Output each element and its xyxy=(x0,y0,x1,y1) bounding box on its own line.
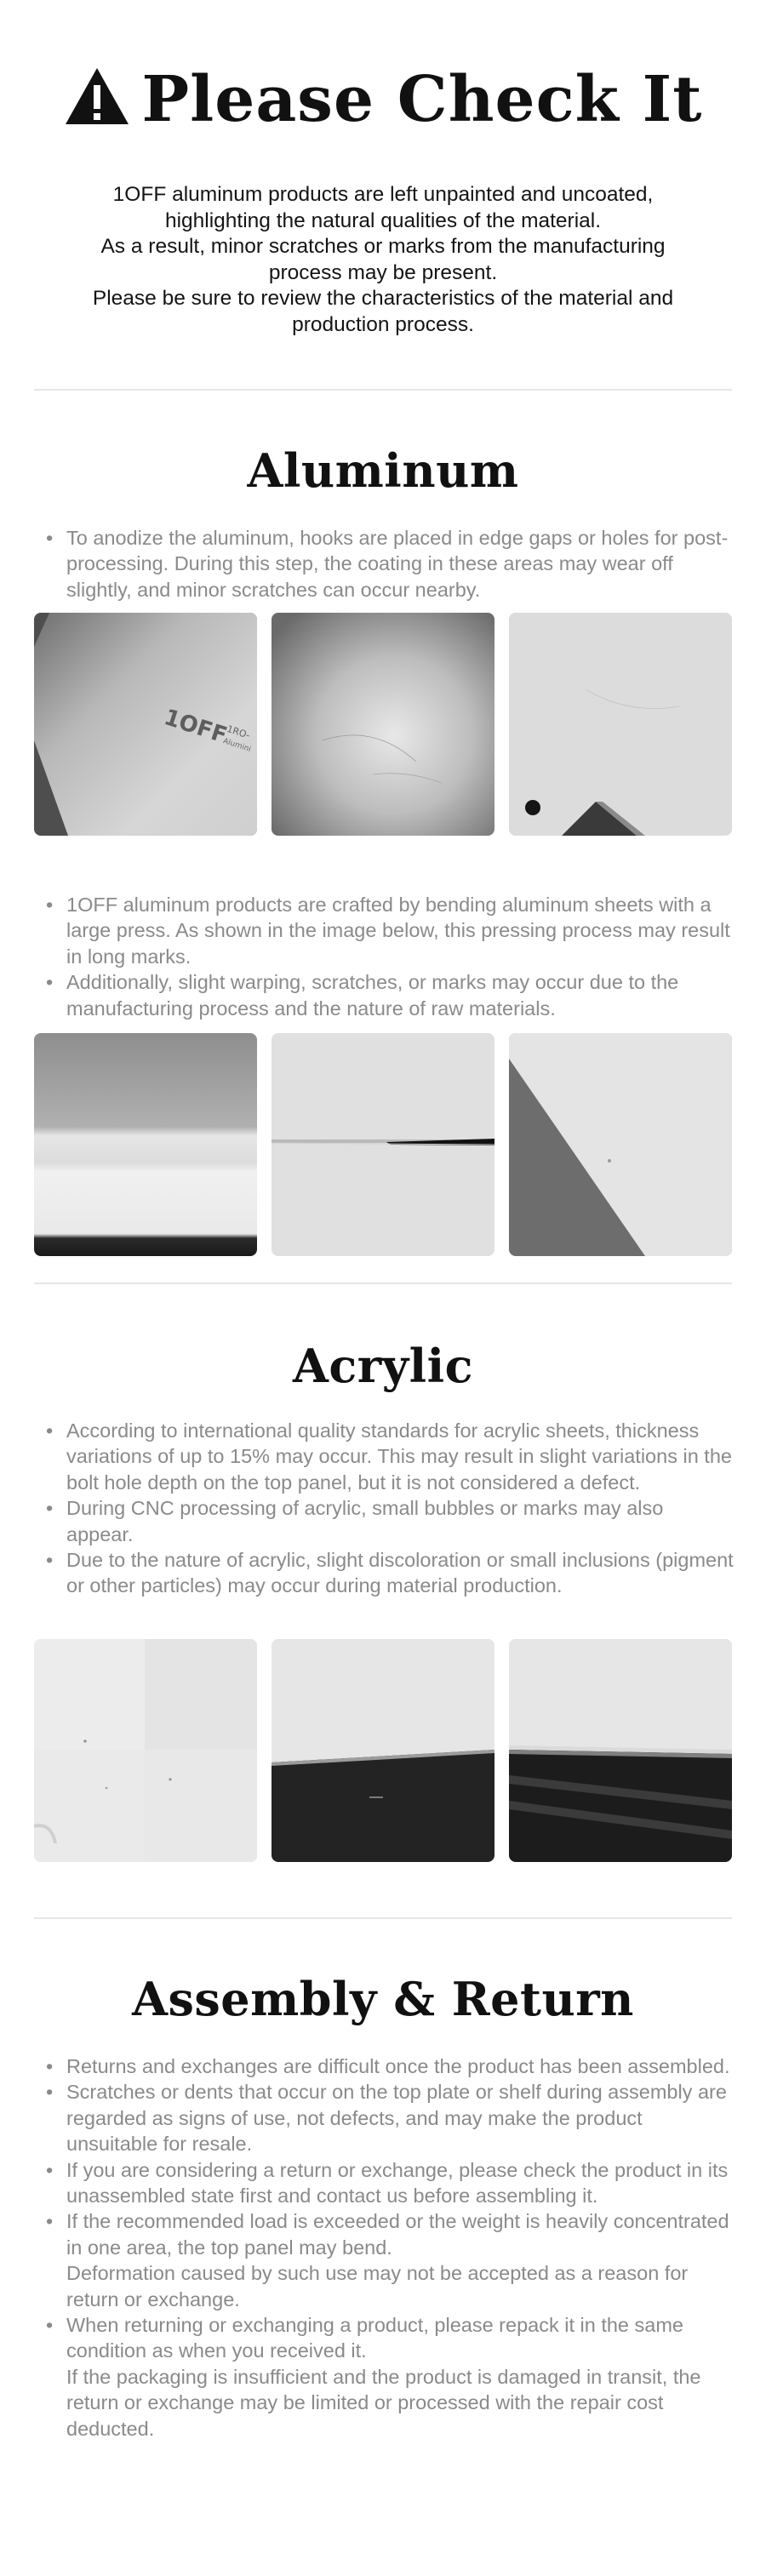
page-title xyxy=(0,63,766,136)
intro-line: As a result, minor scratches or marks from the manufacturing xyxy=(100,235,666,258)
intro-line: Please be sure to review the characteristics of the material and xyxy=(92,287,674,310)
list-item xyxy=(44,2157,735,2209)
aluminum-photo-row-2 xyxy=(34,1033,732,1256)
acrylic-photo-row xyxy=(34,1639,732,1862)
acrylic-edge-rail-photo xyxy=(509,1639,732,1862)
acrylic-inclusion-spots-photo xyxy=(34,1639,257,1862)
aluminum-notes-1 xyxy=(44,525,735,603)
list-item: • According to international quality standards for acrylic sheets, thickness variations of up to 15% may occur. This may result in slight variations in the bolt hole depth on the top panel, but it is not considered a defect. xyxy=(44,1418,735,1495)
engraved-material-text: Alumini xyxy=(221,737,252,755)
list-item: • 1OFF aluminum products are crafted by bending aluminum sheets with a large press. As shown in the image below, this pressing process may result in long marks. xyxy=(44,892,735,969)
section-divider xyxy=(34,389,732,391)
warning-triangle-icon xyxy=(64,66,130,126)
aluminum-section-title: Aluminum xyxy=(247,443,519,498)
intro-description xyxy=(68,182,698,338)
assembly-notes xyxy=(44,2053,735,2442)
list-item: • Due to the nature of acrylic, slight discoloration or small inclusions (pigment or other particles) may occur during material production. xyxy=(44,1547,735,1599)
list-item-text: If the recommended load is exceeded or the weight is heavily concentrated in one area, the top panel may bend. xyxy=(66,2210,729,2259)
engraved-model-text: 1RO- xyxy=(225,723,252,741)
acrylic-section-title: Acrylic xyxy=(292,1339,473,1393)
list-item xyxy=(44,2053,735,2079)
list-item xyxy=(44,2208,735,2312)
list-item: • Additionally, slight warping, scratches, or marks may occur due to the manufacturing process and the nature of raw materials. xyxy=(44,969,735,1021)
page-title-text: Please Check It xyxy=(141,63,703,136)
list-item-text: When returning or exchanging a product, please repack it in the same condition as when you received it. xyxy=(66,2314,684,2362)
aluminum-corner-mark-photo xyxy=(509,1033,732,1256)
list-item-extra: If the packaging is insufficient and the product is damaged in transit, the return or exchange may be limited or processed with the repair cost deducted. xyxy=(66,2365,701,2440)
section-divider xyxy=(34,1282,732,1284)
aluminum-photo-row-1 xyxy=(34,613,732,836)
acrylic-notes xyxy=(44,1418,735,1599)
list-item: • To anodize the aluminum, hooks are placed in edge gaps or holes for post-processing. During this step, the coating in these areas may wear off slightly, and minor scratches can occur nearby. xyxy=(44,525,735,603)
intro-line: production process. xyxy=(292,312,474,336)
list-item: • During CNC processing of acrylic, small bubbles or marks may also appear. xyxy=(44,1495,735,1547)
list-item-text: If you are considering a return or exchange, please check the product in its unassembled state first and contact us before assembling it. xyxy=(66,2158,729,2208)
list-item-extra: Deformation caused by such use may not be accepted as a reason for return or exchange. xyxy=(66,2262,689,2310)
aluminum-sheet-hook-hole-photo xyxy=(509,613,732,836)
aluminum-sheet-surface-scratch-photo xyxy=(272,613,494,836)
list-item-text: Returns and exchanges are difficult once the product has been assembled. xyxy=(66,2055,730,2077)
intro-line: highlighting the natural qualities of the material. xyxy=(164,208,602,232)
aluminum-bend-edge-photo xyxy=(34,1033,257,1256)
acrylic-black-panel-mark-photo xyxy=(272,1639,494,1862)
notice-header xyxy=(0,0,766,391)
intro-line: process may be present. xyxy=(268,260,498,284)
aluminum-sheet-engraved-logo-photo xyxy=(34,613,257,836)
list-item xyxy=(44,2312,735,2442)
engraved-brand-text: 1OFF xyxy=(161,704,231,749)
section-divider xyxy=(34,1917,732,1919)
list-item xyxy=(44,2079,735,2156)
list-item-text: Scratches or dents that occur on the top plate or shelf during assembly are regarded as signs of use, not defects, and may make the product unsuitable for resale. xyxy=(66,2081,727,2156)
intro-line: 1OFF aluminum products are left unpainted and uncoated, xyxy=(112,183,654,206)
assembly-section-title: Assembly & Return xyxy=(132,1972,634,2026)
aluminum-press-mark-photo xyxy=(272,1033,494,1256)
aluminum-notes-2 xyxy=(44,892,735,1021)
